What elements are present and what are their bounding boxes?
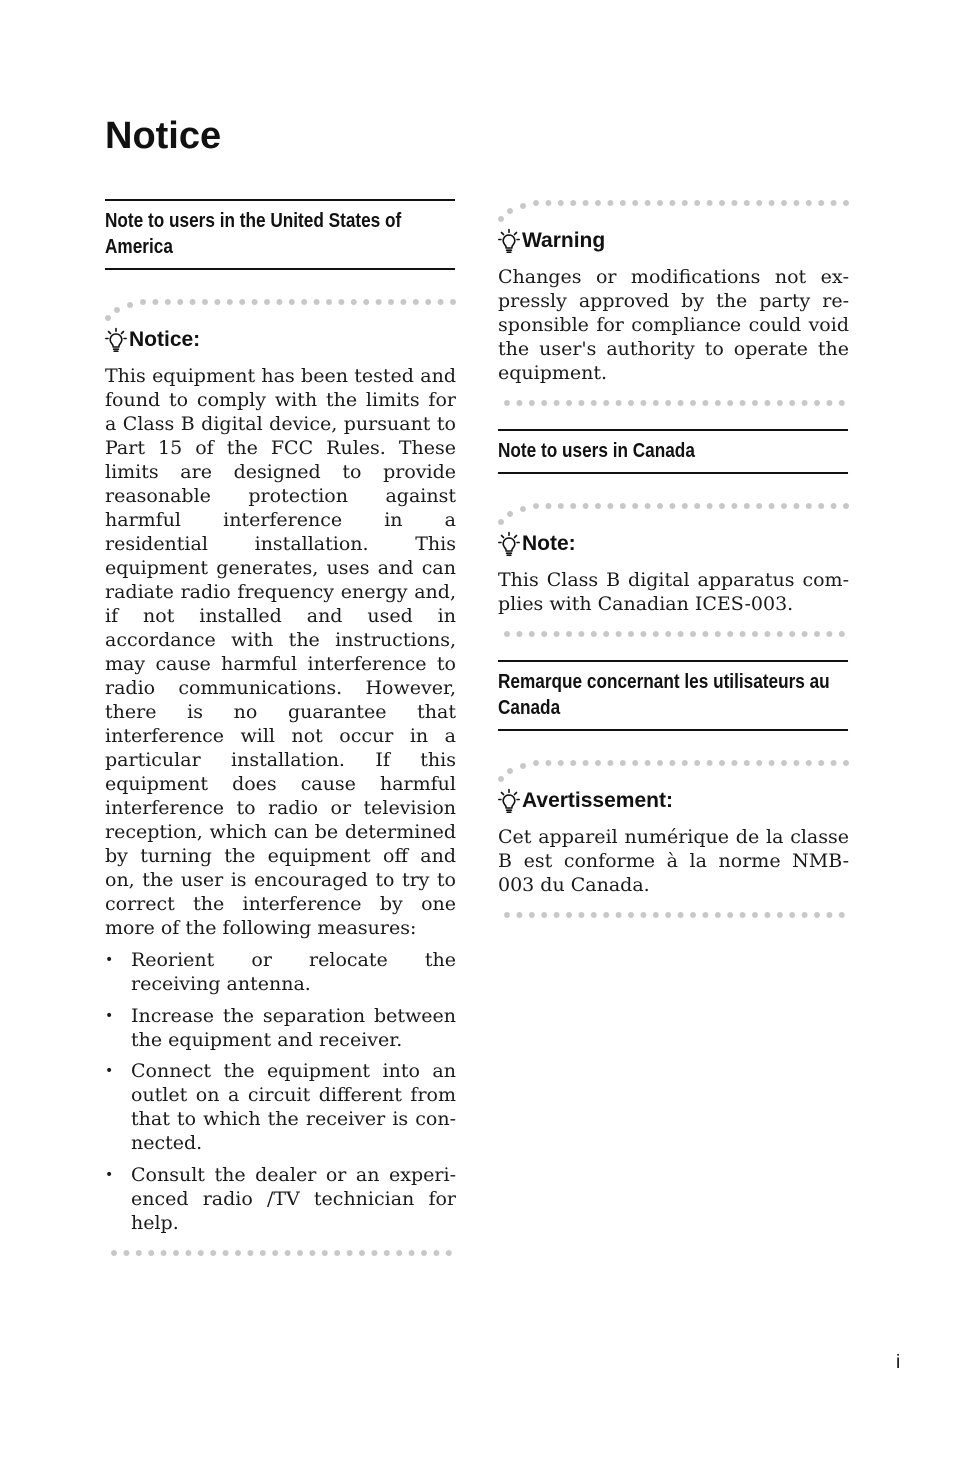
dot — [793, 200, 799, 206]
dot — [694, 760, 700, 766]
dot — [632, 200, 638, 206]
dot — [541, 631, 547, 637]
dot — [769, 760, 775, 766]
section-heading-canada-fr: Remarque concernant les utilisateurs au Canada — [498, 660, 848, 731]
canada-note-text: This Class B digital apparatus complies with Canadian ICES-003. — [498, 569, 849, 615]
dot — [314, 299, 320, 305]
dot — [214, 299, 220, 305]
dot — [632, 760, 638, 766]
dot — [529, 631, 535, 637]
dot — [545, 760, 551, 766]
dotted-rule-top — [498, 500, 849, 526]
dot — [566, 912, 572, 918]
dot — [239, 299, 245, 305]
dot — [529, 400, 535, 406]
dot — [105, 315, 111, 321]
dot — [198, 1250, 204, 1256]
dot — [595, 503, 601, 509]
dot — [814, 400, 820, 406]
list-item: • Connect the equipment into an outlet on a circuit different from that to which the receiver is connected. — [105, 1060, 456, 1154]
dot — [595, 760, 601, 766]
dot — [727, 912, 733, 918]
list-item: • Consult the dealer or an experienced radio /TV technician for help. — [105, 1163, 456, 1234]
dot — [814, 912, 820, 918]
dot — [694, 200, 700, 206]
dot — [161, 1250, 167, 1256]
dot — [777, 400, 783, 406]
left-column — [105, 199, 456, 1259]
dot — [814, 631, 820, 637]
dot — [678, 631, 684, 637]
dot — [719, 200, 725, 206]
dot — [744, 760, 750, 766]
dot — [678, 912, 684, 918]
dot — [338, 299, 344, 305]
dot — [578, 912, 584, 918]
dot — [645, 200, 651, 206]
dot — [363, 299, 369, 305]
dotted-rule-top — [105, 296, 456, 322]
dot — [616, 912, 622, 918]
dot — [520, 763, 526, 769]
dot — [301, 299, 307, 305]
list-item: • Reorient or relocate the receiving antenna. — [105, 949, 456, 995]
dot — [764, 912, 770, 918]
dot — [533, 503, 539, 509]
dot — [127, 302, 133, 308]
dot — [839, 631, 845, 637]
dot — [409, 1250, 415, 1256]
section-heading-usa: Note to users in the United States of America — [105, 199, 455, 270]
dot — [777, 631, 783, 637]
dot — [603, 912, 609, 918]
dot — [421, 1250, 427, 1256]
dot — [504, 912, 510, 918]
dot — [818, 760, 824, 766]
dot — [583, 503, 589, 509]
dot — [702, 631, 708, 637]
dot — [334, 1250, 340, 1256]
dot — [843, 760, 849, 766]
dot — [533, 760, 539, 766]
dot — [777, 912, 783, 918]
dot — [371, 1250, 377, 1256]
dot — [554, 912, 560, 918]
dot — [376, 299, 382, 305]
dot — [839, 912, 845, 918]
dot — [752, 912, 758, 918]
dot — [843, 200, 849, 206]
dot — [826, 400, 832, 406]
dot — [628, 631, 634, 637]
canada-fr-text: Cet appareil numérique de la classe B est conforme à la norme NMB-003 du Canada. — [498, 826, 849, 896]
lightbulb-icon — [105, 327, 127, 353]
dotted-rule-bottom — [498, 628, 849, 640]
dot — [640, 912, 646, 918]
dot — [276, 299, 282, 305]
dot — [498, 519, 504, 525]
dot — [665, 400, 671, 406]
dot — [657, 200, 663, 206]
avertissement-title — [498, 787, 849, 815]
dot — [111, 1250, 117, 1256]
dot — [351, 299, 357, 305]
measures-list — [105, 948, 456, 1235]
notice-label: Notice: — [129, 328, 201, 351]
dot — [504, 400, 510, 406]
dot — [719, 760, 725, 766]
dot — [607, 760, 613, 766]
dot — [818, 200, 824, 206]
dot — [744, 503, 750, 509]
dot — [657, 503, 663, 509]
dot — [839, 400, 845, 406]
dot — [707, 760, 713, 766]
dot — [570, 503, 576, 509]
dot — [235, 1250, 241, 1256]
dot — [185, 1250, 191, 1256]
dot — [570, 760, 576, 766]
dot — [690, 912, 696, 918]
dot — [756, 760, 762, 766]
dot — [252, 299, 258, 305]
dot — [727, 400, 733, 406]
dot — [707, 503, 713, 509]
dot — [682, 200, 688, 206]
dot — [578, 400, 584, 406]
dot — [632, 503, 638, 509]
dot — [516, 400, 522, 406]
dot — [516, 912, 522, 918]
dot — [504, 631, 510, 637]
bullet-glyph: • — [105, 1166, 114, 1183]
dot — [607, 503, 613, 509]
lightbulb-icon — [498, 531, 520, 557]
dot — [764, 631, 770, 637]
dotted-rule-bottom — [498, 909, 849, 921]
dot — [177, 299, 183, 305]
dot — [665, 912, 671, 918]
dot — [247, 1250, 253, 1256]
dot — [309, 1250, 315, 1256]
dot — [591, 912, 597, 918]
dot — [260, 1250, 266, 1256]
dot — [802, 631, 808, 637]
dot — [669, 503, 675, 509]
dot — [752, 400, 758, 406]
dot — [558, 760, 564, 766]
dot — [781, 760, 787, 766]
dot — [653, 912, 659, 918]
dot — [347, 1250, 353, 1256]
dot — [123, 1250, 129, 1256]
dot — [227, 299, 233, 305]
dot — [264, 299, 270, 305]
dot — [583, 760, 589, 766]
warning-title — [498, 227, 849, 255]
dot — [554, 400, 560, 406]
lightbulb-icon — [498, 788, 520, 814]
dot — [190, 299, 196, 305]
dot — [297, 1250, 303, 1256]
dot — [702, 400, 708, 406]
dot — [657, 760, 663, 766]
dot — [603, 631, 609, 637]
dot — [520, 203, 526, 209]
dot — [533, 200, 539, 206]
dot — [843, 503, 849, 509]
dotted-rule-bottom — [498, 397, 849, 409]
list-item: • Increase the separation between the equipment and receiver. — [105, 1004, 456, 1051]
dot — [802, 912, 808, 918]
dot — [756, 503, 762, 509]
dot — [223, 1250, 229, 1256]
dot — [516, 631, 522, 637]
dot — [806, 503, 812, 509]
dot — [752, 631, 758, 637]
dot — [566, 631, 572, 637]
dot — [826, 631, 832, 637]
dot — [322, 1250, 328, 1256]
notice-title — [105, 326, 456, 354]
dot — [628, 400, 634, 406]
bullet-glyph: • — [105, 1007, 114, 1024]
dot — [520, 506, 526, 512]
page-title: Notice — [105, 115, 222, 157]
dot — [285, 1250, 291, 1256]
dot — [558, 200, 564, 206]
dot — [645, 760, 651, 766]
dot — [450, 299, 456, 305]
dot — [806, 200, 812, 206]
dot — [653, 631, 659, 637]
dot — [529, 912, 535, 918]
dot — [731, 760, 737, 766]
dot — [640, 400, 646, 406]
dot — [653, 400, 659, 406]
dot — [702, 912, 708, 918]
dot — [731, 503, 737, 509]
dot — [570, 200, 576, 206]
dot — [628, 912, 634, 918]
dot — [603, 400, 609, 406]
dot — [620, 503, 626, 509]
dot — [607, 200, 613, 206]
dot — [678, 400, 684, 406]
dot — [400, 299, 406, 305]
dotted-rule-top — [498, 757, 849, 783]
dot — [388, 299, 394, 305]
dot — [719, 503, 725, 509]
dot — [682, 503, 688, 509]
note-label: Note: — [522, 532, 576, 555]
dot — [715, 400, 721, 406]
dot — [114, 307, 120, 313]
dot — [165, 299, 171, 305]
dot — [541, 400, 547, 406]
dot — [507, 208, 513, 214]
dot — [446, 1250, 452, 1256]
dotted-rule-top — [498, 197, 849, 223]
dot — [769, 200, 775, 206]
dot — [740, 631, 746, 637]
dot — [438, 299, 444, 305]
dot — [781, 200, 787, 206]
dotted-rule-bottom — [105, 1247, 456, 1259]
dot — [210, 1250, 216, 1256]
lightbulb-icon — [498, 228, 520, 254]
dot — [682, 760, 688, 766]
right-column — [498, 197, 849, 921]
dot — [818, 503, 824, 509]
dot — [620, 200, 626, 206]
dot — [425, 299, 431, 305]
dot — [802, 400, 808, 406]
dot — [715, 631, 721, 637]
dot — [756, 200, 762, 206]
dot — [740, 400, 746, 406]
dot — [793, 760, 799, 766]
dot — [707, 200, 713, 206]
dot — [727, 631, 733, 637]
dot — [789, 912, 795, 918]
dot — [831, 200, 837, 206]
dot — [665, 631, 671, 637]
dot — [690, 400, 696, 406]
dot — [578, 631, 584, 637]
dot — [690, 631, 696, 637]
dot — [541, 912, 547, 918]
dot — [136, 1250, 142, 1256]
dot — [731, 200, 737, 206]
dot — [396, 1250, 402, 1256]
dot — [558, 503, 564, 509]
dot — [831, 503, 837, 509]
dot — [793, 503, 799, 509]
dot — [140, 299, 146, 305]
dot — [272, 1250, 278, 1256]
dot — [507, 511, 513, 517]
dot — [669, 760, 675, 766]
dot — [326, 299, 332, 305]
dot — [669, 200, 675, 206]
dot — [545, 503, 551, 509]
dot — [831, 760, 837, 766]
dot — [202, 299, 208, 305]
dot — [498, 776, 504, 782]
dot — [413, 299, 419, 305]
dot — [359, 1250, 365, 1256]
dot — [566, 400, 572, 406]
warning-label: Warning — [522, 229, 606, 252]
bullet-glyph: • — [105, 1063, 114, 1079]
dot — [616, 631, 622, 637]
dot — [289, 299, 295, 305]
dot — [554, 631, 560, 637]
dot — [715, 912, 721, 918]
avertissement-label: Avertissement: — [522, 789, 673, 812]
warning-text: Changes or modifications not expressly approved by the party responsible for compliance could void the user's authority to operate the equipment. — [498, 266, 849, 384]
dot — [769, 503, 775, 509]
dot — [507, 768, 513, 774]
dot — [384, 1250, 390, 1256]
dot — [806, 760, 812, 766]
dot — [764, 400, 770, 406]
dot — [583, 200, 589, 206]
dot — [789, 400, 795, 406]
bullet-glyph: • — [105, 952, 114, 968]
dot — [173, 1250, 179, 1256]
dot — [789, 631, 795, 637]
dot — [498, 216, 504, 222]
dot — [694, 503, 700, 509]
dot — [616, 400, 622, 406]
page-number: i — [896, 1352, 901, 1373]
fcc-notice-text: This equipment has been tested and found to comply with the limits for a Class B digital device, pursuant to Part 15 of the FCC Rules. These limits are designed to provide reasonable protection against harmful interference in a residential installation. This equipment generates, uses and can radiate radio frequency energy and, if not installed and used in accordance with the instructions, may cause harmful interference to radio communications. However, there is no guarantee that interference will not occur in a particular installation. If this equipment does cause harmful interference to radio or television reception, which can be determined by turning the equipment off and on, the user is encouraged to try to correct the interference by one more of the following measures: — [105, 365, 456, 939]
dot — [744, 200, 750, 206]
dot — [740, 912, 746, 918]
dot — [152, 299, 158, 305]
dot — [591, 631, 597, 637]
dot — [826, 912, 832, 918]
dot — [545, 200, 551, 206]
dot — [781, 503, 787, 509]
dot — [148, 1250, 154, 1256]
dot — [595, 200, 601, 206]
note-title — [498, 530, 849, 558]
dot — [620, 760, 626, 766]
dot — [591, 400, 597, 406]
section-heading-canada: Note to users in Canada — [498, 429, 848, 474]
dot — [645, 503, 651, 509]
dot — [640, 631, 646, 637]
dot — [433, 1250, 439, 1256]
